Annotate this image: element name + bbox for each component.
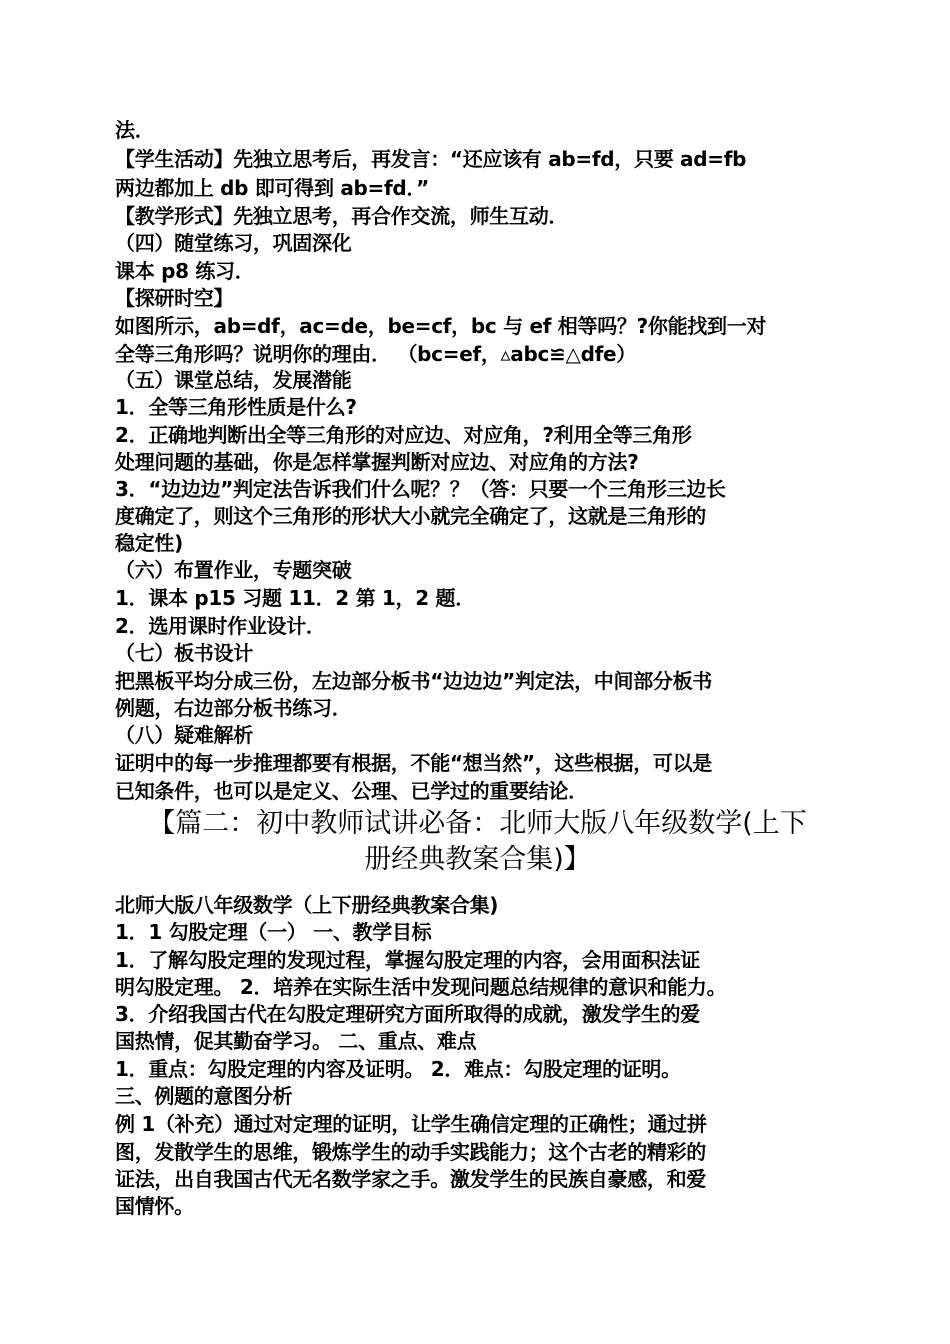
section-heading: 【篇二：初中教师试讲必备：北师大版八年级数学(上下 <box>148 808 807 839</box>
text-line: 北师大版八年级数学（上下册经典教案合集) <box>115 893 499 917</box>
text-line: 证法，出自我国古代无名数学家之手。激发学生的民族自豪感，和爱 <box>115 1167 706 1191</box>
text-line: 把黑板平均分成三份，左边部分板书“边边边”判定法，中间部分板书 <box>115 669 712 693</box>
text-line: 1．重点：勾股定理的内容及证明。 2．难点：勾股定理的证明。 <box>115 1057 681 1081</box>
text-line: 例 1（补充）通过对定理的证明，让学生确信定理的正确性；通过拼 <box>115 1112 707 1136</box>
section-subheading: （八）疑难解析 <box>115 723 253 747</box>
text-line: 国情怀。 <box>115 1194 194 1218</box>
text-line: 证明中的每一步推理都要有根据，不能“想当然”，这些根据，可以是 <box>115 751 712 775</box>
text-line: 2．选用课时作业设计． <box>115 614 326 638</box>
section-subheading: （六）布置作业，专题突破 <box>115 558 352 582</box>
text-line: 1．课本 p15 习题 11．2 第 1，2 题． <box>115 586 475 610</box>
text-line: 处理问题的基础，你是怎样掌握判断对应边、对应角的方法? <box>115 450 639 474</box>
text-line: 法． <box>115 118 155 142</box>
text-line: 3．“边边边”判定法告诉我们什么呢？？（答：只要一个三角形三边长 <box>115 477 726 501</box>
section-heading: 册经典教案合集)】 <box>364 844 591 875</box>
text-line: 全等三角形吗？说明你的理由． （bc=ef，▵abc≌△dfe） <box>115 342 636 366</box>
text-line: 国热情，促其勤奋学习。 二、重点、难点 <box>115 1029 477 1053</box>
text-line: 1．全等三角形性质是什么? <box>115 395 357 419</box>
section-subheading: 三、例题的意图分析 <box>115 1084 293 1108</box>
text-line: 【学生活动】先独立思考后，再发言：“还应该有 ab=fd，只要 ad=fb <box>115 147 747 171</box>
text-line: 1．了解勾股定理的发现过程，掌握勾股定理的内容，会用面积法证 <box>115 948 700 972</box>
text-line: 两边都加上 db 即可得到 ab=fd．” <box>115 176 429 200</box>
text-line: 【教学形式】先独立思考，再合作交流，师生互动． <box>115 204 569 228</box>
text-line: 2．正确地判断出全等三角形的对应边、对应角，?利用全等三角形 <box>115 423 692 447</box>
text-line: 明勾股定理。 2．培养在实际生活中发现问题总结规律的意识和能力。 <box>115 975 727 999</box>
section-subheading: （七）板书设计 <box>115 641 253 665</box>
text-line: 度确定了，则这个三角形的形状大小就完全确定了，这就是三角形的 <box>115 504 706 528</box>
text-line: 【探研时空】 <box>115 286 234 310</box>
text-line: 1．1 勾股定理（一） 一、教学目标 <box>115 920 432 944</box>
text-line: 课本 p8 练习． <box>115 259 255 283</box>
text-line: 已知条件，也可以是定义、公理、已学过的重要结论． <box>115 779 588 803</box>
text-line: 如图所示，ab=df，ac=de，be=cf，bc 与 ef 相等吗？?你能找到一对 <box>115 314 767 338</box>
section-subheading: （五）课堂总结，发展潜能 <box>115 368 352 392</box>
text-line: 稳定性) <box>115 531 183 555</box>
text-line: 图，发散学生的思维，锻炼学生的动手实践能力；这个古老的精彩的 <box>115 1140 706 1164</box>
text-line: 3．介绍我国古代在勾股定理研究方面所取得的成就，激发学生的爱 <box>115 1002 700 1026</box>
section-subheading: （四）随堂练习，巩固深化 <box>115 231 352 255</box>
text-line: 例题，右边部分板书练习． <box>115 696 352 720</box>
